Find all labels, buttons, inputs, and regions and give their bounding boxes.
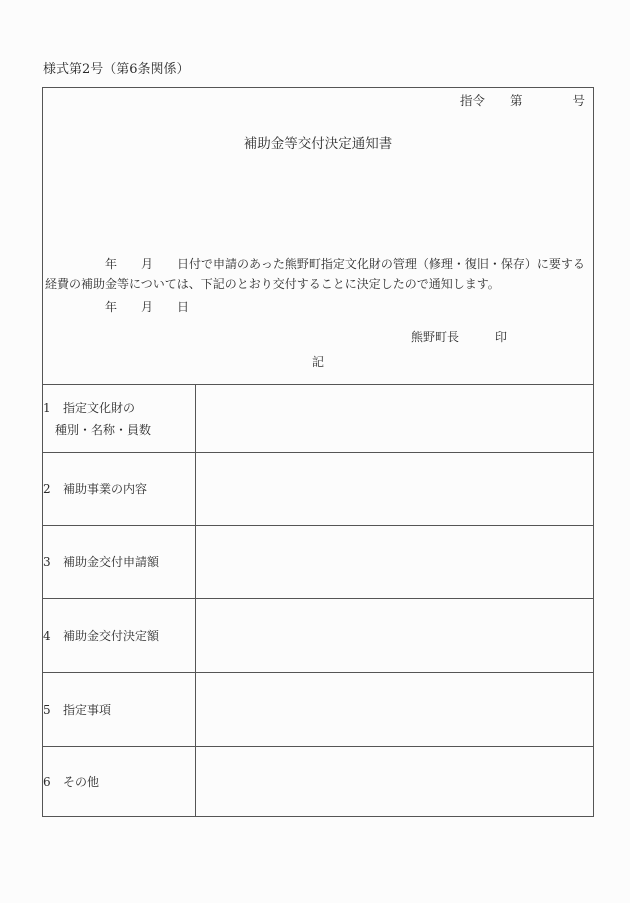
directive-number-line: 指令 第 号 (459, 93, 585, 108)
table-row (43, 385, 593, 453)
row-number: 5 (43, 702, 51, 717)
record-mark: 記 (311, 355, 324, 369)
row-label: その他 (63, 774, 100, 789)
row-label-line2: 種別・名称・員数 (55, 422, 152, 437)
row-value-cell (195, 673, 593, 747)
date-line: 年 月 日 (45, 300, 190, 314)
row-label-cell (43, 747, 195, 817)
row-label-line (43, 771, 195, 793)
signer-name: 熊野町長 (410, 330, 459, 344)
table-row (43, 599, 593, 673)
row-label-line (43, 551, 195, 573)
row-label-line (43, 699, 195, 721)
row-label: 指定事項 (63, 702, 112, 717)
row-number: 4 (43, 628, 51, 643)
row-number: 6 (43, 774, 51, 789)
row-label-cell (43, 599, 195, 673)
form-number-label: 様式第2号（第6条関係） (43, 62, 190, 77)
row-label-cell (43, 526, 195, 599)
body-line-1: 年 月 日付で申請のあった熊野町指定文化財の管理（修理・復旧・保存）に要する (45, 257, 585, 271)
row-label: 指定文化財の (63, 400, 136, 415)
table-row (43, 453, 593, 526)
body-paragraph (45, 254, 591, 294)
row-value-cell (195, 747, 593, 817)
row-number: 2 (43, 482, 51, 496)
row-number: 3 (43, 555, 51, 569)
table-row (43, 526, 593, 599)
body-line-2: 経費の補助金等については、下記のとおり交付することに決定したので通知します。 (45, 277, 500, 291)
row-label-cell (43, 673, 195, 747)
notice-table (43, 384, 593, 817)
table-row (43, 747, 593, 817)
table-row (43, 673, 593, 747)
form-frame (42, 87, 594, 817)
seal-mark: 印 (494, 330, 507, 344)
row-label: 補助金交付申請額 (63, 555, 160, 569)
row-label-line (43, 478, 195, 500)
document-title: 補助金等交付決定通知書 (243, 136, 393, 152)
row-value-cell (195, 526, 593, 599)
row-label-cell (43, 385, 195, 453)
row-label-line (43, 625, 195, 647)
row-value-cell (195, 599, 593, 673)
row-label: 補助事業の内容 (63, 482, 148, 496)
row-label-cell (43, 453, 195, 526)
row-value-cell (195, 453, 593, 526)
row-number: 1 (43, 400, 51, 415)
row-label: 補助金交付決定額 (63, 628, 160, 643)
row-value-cell (195, 385, 593, 453)
signer-line (411, 330, 507, 344)
row-label-line (43, 397, 195, 419)
